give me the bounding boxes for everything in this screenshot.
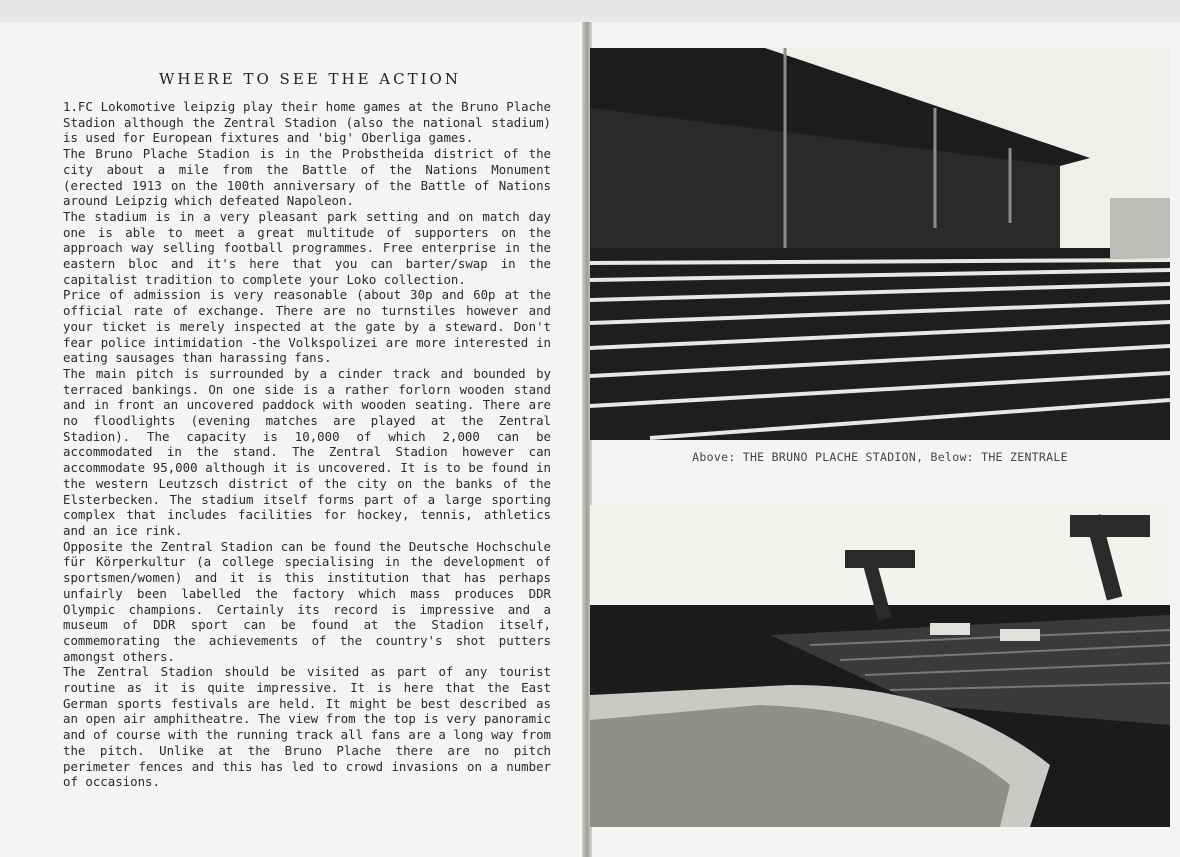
photo-caption: Above: THE BRUNO PLACHE STADION, Below: THE ZENTRALE [692,450,1068,464]
paragraph-admission: Price of admission is very reasonable (about 30p and 60p at the official rate of exchange. There are no turnstiles however and your ticket is merely inspected at the gate by a steward. Don't fear police intimidation -the Volkspolizei are more interested in eating sausages than harassing fans. [63,287,551,366]
article-body [63,99,551,790]
bruno-plache-stadion-photo [590,48,1170,440]
paragraph-hochschule: Opposite the Zentral Stadion can be found the Deutsche Hochschule für Körperkultur (a college specialising in the development of sportsmen/women) and it is this institution that has perhaps unfairly been labelled the factory which mass produces DDR Olympic champions. Certainly its record is impressive and a museum of DDR sport can be found at the Stadion itself, commemorating the achievements of the country's shot putters amongst others. [63,538,551,664]
page-title: WHERE TO SEE THE ACTION [159,70,461,88]
paragraph-main-pitch: The main pitch is surrounded by a cinder track and bounded by terraced bankings. On one side is a rather forlorn wooden stand and in front an uncovered paddock with wooden seating. There are no floodlights (evening matches are played at the Zentral Stadion). The capacity is 10,000 of which 2,000 can be accommodated in the stand. The Zentral Stadion however can accommodate 95,000 although it is uncovered. It is to be found in the western Leutzsch district of the city on the banks of the Elsterbecken. The stadium itself forms part of a large sporting complex that includes facilities for hockey, tennis, athletics and an ice rink. [63,365,551,538]
paragraph-intro: 1.FC Lokomotive leipzig play their home games at the Bruno Plache Stadion although the Zentral Stadion (also the national stadium) is used for European fixtures and 'big' Oberliga games. [63,99,551,146]
paragraph-zentral-stadion: The Zentral Stadion should be visited as part of any tourist routine as it is quite impressive. It is here that the East German sports festivals are held. It might be best described as an open air amphitheatre. The view from the top is very panoramic and of course with the running track all fans are a long way from the pitch. Unlike at the Bruno Plache there are no pitch perimeter fences and this has led to crowd invasions on a number of occasions. [63,664,551,790]
paragraph-bruno-plache-location: The Bruno Plache Stadion is in the Probstheida district of the city about a mile from the Battle of the Nations Monument (erected 1913 on the 100th anniversary of the Battle of Nations around Leipzig which defeated Napoleon. [63,146,551,209]
zentral-stadion-photo [590,505,1170,827]
paragraph-stadium-setting: The stadium is in a very pleasant park setting and on match day one is able to meet a great multitude of supporters on the approach way selling football programmes. Free enterprise in the eastern bloc and it's here that you can barter/swap in the capitalist tradition to complete your Loko collection. [63,208,551,287]
